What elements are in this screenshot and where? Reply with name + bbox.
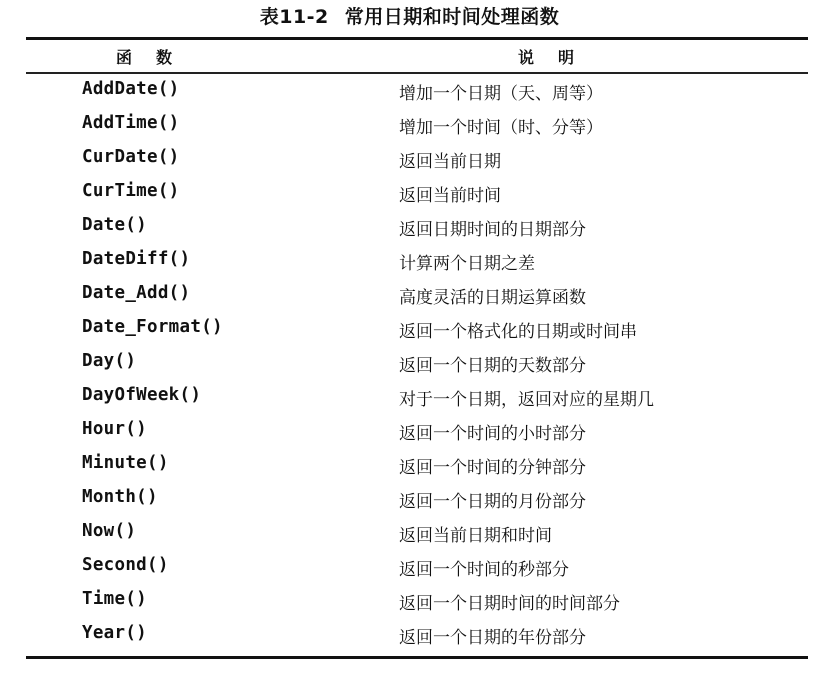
function-name: DateDiff() [82, 249, 191, 269]
function-name: Date() [82, 215, 148, 235]
function-name: Month() [82, 487, 158, 507]
function-name: Hour() [82, 419, 148, 439]
table-row [0, 113, 819, 147]
table-row [0, 283, 819, 317]
table-caption [0, 2, 819, 29]
header-rule [26, 72, 808, 74]
function-description: 返回一个日期的月份部分 [399, 492, 586, 512]
function-description: 返回当前日期 [399, 152, 501, 172]
function-name: CurDate() [82, 147, 180, 167]
function-description: 对于一个日期，返回对应的星期几 [399, 390, 654, 410]
table-row [0, 487, 819, 521]
function-description: 返回一个日期的年份部分 [399, 628, 586, 648]
table-row [0, 181, 819, 215]
function-description: 返回当前时间 [399, 186, 501, 206]
function-name: AddDate() [82, 79, 180, 99]
table-row [0, 215, 819, 249]
table-row [0, 385, 819, 419]
function-description: 高度灵活的日期运算函数 [399, 288, 586, 308]
function-description: 增加一个日期（天、周等） [399, 84, 603, 104]
function-name: CurTime() [82, 181, 180, 201]
function-name: Year() [82, 623, 148, 643]
function-name: AddTime() [82, 113, 180, 133]
table-number: 表11-2 [259, 6, 329, 28]
table-row [0, 521, 819, 555]
table-row [0, 453, 819, 487]
table-row [0, 623, 819, 657]
table-row [0, 317, 819, 351]
table-row [0, 249, 819, 283]
bottom-rule [26, 656, 808, 659]
function-name: Second() [82, 555, 169, 575]
function-description: 增加一个时间（时、分等） [399, 118, 603, 138]
function-name: DayOfWeek() [82, 385, 202, 405]
table-row [0, 351, 819, 385]
table-title: 常用日期和时间处理函数 [344, 6, 560, 28]
table-row [0, 147, 819, 181]
function-description: 返回一个时间的秒部分 [399, 560, 569, 580]
table-row [0, 419, 819, 453]
function-name: Time() [82, 589, 148, 609]
function-description: 返回一个日期的天数部分 [399, 356, 586, 376]
function-name: Date_Format() [82, 317, 223, 337]
function-description: 返回一个时间的分钟部分 [399, 458, 586, 478]
function-description: 返回一个格式化的日期或时间串 [399, 322, 637, 342]
function-description: 返回日期时间的日期部分 [399, 220, 586, 240]
table-row [0, 79, 819, 113]
header-function: 函数 [116, 48, 197, 67]
function-name: Minute() [82, 453, 169, 473]
function-description: 返回一个日期时间的时间部分 [399, 594, 620, 614]
header-description: 说明 [518, 48, 599, 67]
function-name: Date_Add() [82, 283, 191, 303]
function-name: Now() [82, 521, 137, 541]
top-rule [26, 37, 808, 40]
table-row [0, 589, 819, 623]
function-description: 计算两个日期之差 [399, 254, 535, 274]
function-name: Day() [82, 351, 137, 371]
table-row [0, 555, 819, 589]
function-description: 返回当前日期和时间 [399, 526, 552, 546]
function-description: 返回一个时间的小时部分 [399, 424, 586, 444]
